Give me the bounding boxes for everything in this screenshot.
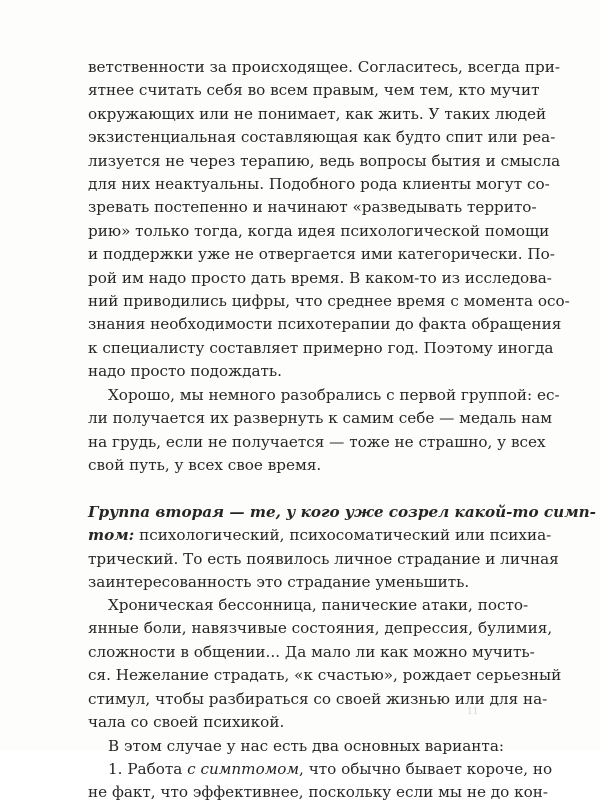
text-line: окружающих или не понимает, как жить. У таких людей	[88, 104, 547, 123]
text-line	[88, 524, 552, 547]
text-line: В этом случае у нас есть два основных варианта:	[108, 737, 505, 755]
text-fragment: , что обычно бывает короче, но	[299, 760, 553, 778]
text-fragment: психологический, психосоматический или психиа-	[134, 526, 552, 545]
text-line: трический. То есть появилось личное страдание и личная	[88, 549, 559, 568]
group-heading-end: том:	[88, 526, 135, 545]
text-line	[88, 501, 596, 524]
text-line: сложности в общении... Да мало ли как можно мучить-	[88, 642, 535, 661]
text-line: ся. Нежелание страдать, «к счастью», рождает серьезный	[88, 666, 562, 685]
text-line: рию» только тогда, когда идея психологической помощи	[88, 221, 550, 240]
group-heading: Группа вторая — те, у кого уже созрел какой-то симп-	[88, 503, 596, 521]
text-line	[88, 758, 553, 781]
text-line: ний приводились цифры, что среднее время с момента осо-	[88, 291, 570, 310]
text-line: стимул, чтобы разбираться со своей жизнью или для на-	[88, 689, 548, 708]
text-line: знания необходимости психотерапии до факта обращения	[88, 315, 562, 334]
text-line: заинтересованность это страдание уменьшить.	[88, 573, 470, 592]
text-line: свой путь, у всех свое время.	[88, 456, 322, 475]
paragraph-4	[88, 594, 562, 734]
paragraph-5	[88, 735, 505, 758]
text-line: Хорошо, мы немного разобрались с первой группой: ес-	[108, 386, 560, 404]
text-line: янные боли, навязчивые состояния, депрессия, булимия,	[88, 619, 553, 638]
text-line: лизуется не через терапию, ведь вопросы бытия и смысла	[88, 151, 561, 170]
text-line: Хроническая бессонница, панические атаки, посто-	[108, 596, 529, 614]
text-line: надо просто подождать.	[88, 362, 283, 381]
text-line: ли получается их развернуть к самим себе — медаль нам	[88, 409, 553, 428]
paragraph-6	[88, 758, 553, 805]
emphasis-text: с симптомом	[187, 760, 300, 778]
text-line: на грудь, если не получается — тоже не страшно, у всех	[88, 432, 546, 451]
text-fragment: 1. Работа	[108, 760, 188, 778]
text-line: и поддержки уже не отвергается ими категорически. По-	[88, 245, 555, 264]
text-line: чала со своей психикой.	[88, 712, 285, 731]
text-line: ветственности за происходящее. Согласитесь, всегда при-	[88, 58, 561, 76]
paragraph-3	[88, 501, 596, 595]
text-line: не факт, что эффективнее, поскольку если мы не до кон-	[88, 783, 548, 802]
text-line: к специалисту составляет примерно год. Поэтому иногда	[88, 338, 554, 357]
page-number: 11	[467, 707, 479, 717]
text-line: для них неактуальны. Подобного рода клиенты могут со-	[88, 174, 550, 193]
text-line: ятнее считать себя во всем правым, чем тем, кто мучит	[88, 81, 540, 100]
paragraph-1	[88, 56, 570, 383]
paragraph-2	[88, 384, 560, 478]
text-line: экзистенциальная составляющая как будто спит или реа-	[88, 128, 556, 147]
text-line: зревать постепенно и начинают «разведывать террито-	[88, 198, 537, 217]
text-line: рой им надо просто дать время. В каком-то из исследова-	[88, 268, 552, 287]
